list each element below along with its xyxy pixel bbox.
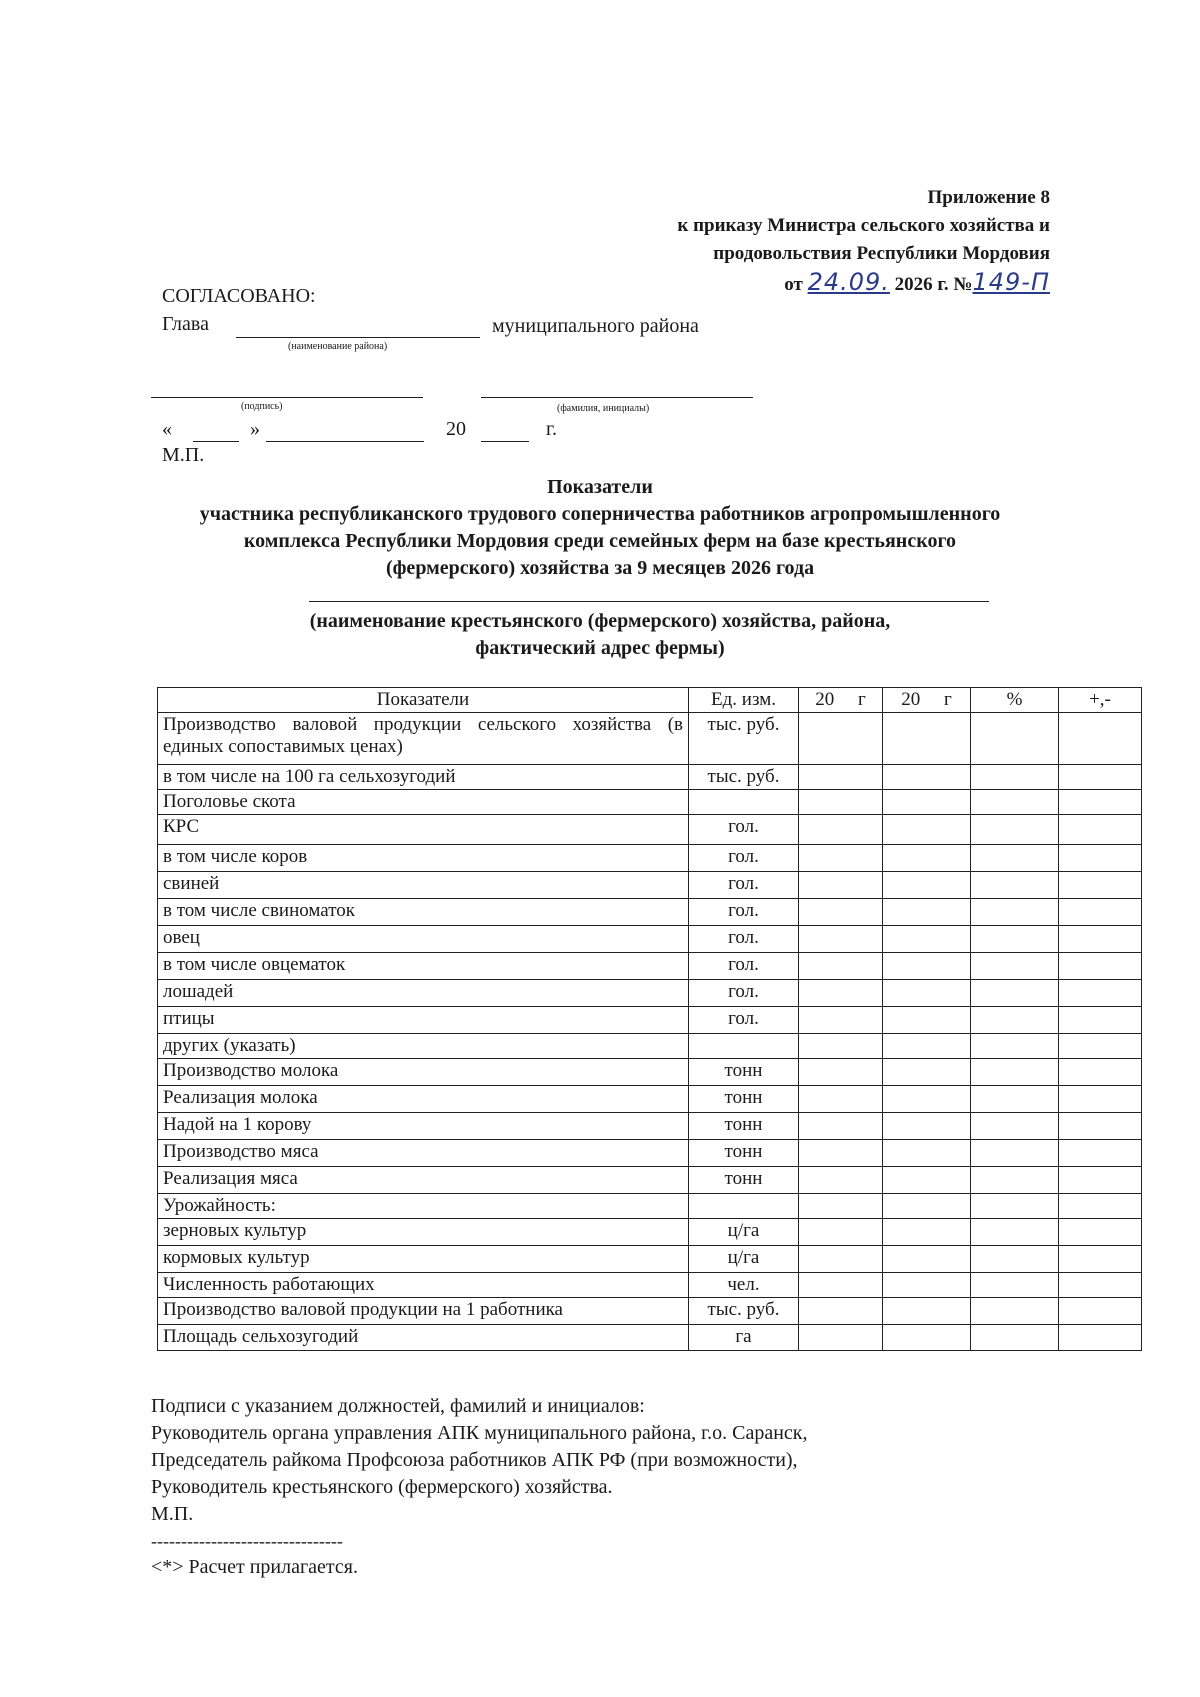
indicator-label: в том числе свиноматок <box>158 899 689 926</box>
year-prefix: 20 <box>446 418 466 440</box>
indicator-label: Площадь сельхозугодий <box>158 1325 689 1351</box>
table-row <box>158 845 1142 872</box>
signatures-intro: Подписи с указанием должностей, фамилий и инициалов: <box>151 1395 645 1417</box>
indicators-table <box>157 687 1142 1351</box>
farm-name-line[interactable] <box>309 601 989 602</box>
percent-cell[interactable] <box>971 1059 1059 1086</box>
unit-cell: тонн <box>689 1113 799 1140</box>
year-1-value-cell[interactable] <box>799 1298 883 1325</box>
year-2-value-cell[interactable] <box>883 1007 971 1034</box>
header-year-2-prefix: 20 <box>901 689 921 710</box>
title-line-2: комплекса Республики Мордовия среди семейных ферм на базе крестьянского <box>243 530 957 552</box>
signatures-block <box>151 1393 808 1581</box>
percent-cell[interactable] <box>971 1325 1059 1351</box>
year-2-value-cell[interactable] <box>883 872 971 899</box>
table-row <box>158 1273 1142 1298</box>
difference-cell[interactable] <box>1059 1298 1142 1325</box>
unit-cell: ц/га <box>689 1246 799 1273</box>
difference-cell[interactable] <box>1059 790 1142 815</box>
indicator-label: Урожайность: <box>158 1194 689 1219</box>
table-row <box>158 1167 1142 1194</box>
year-1-value-cell[interactable] <box>799 1140 883 1167</box>
year-2-value-cell[interactable] <box>883 1194 971 1219</box>
table-row <box>158 1086 1142 1113</box>
header-difference: +,- <box>1059 688 1142 713</box>
indicator-label: зерновых культур <box>158 1219 689 1246</box>
year-suffix: г. <box>546 418 557 440</box>
name-caption: (фамилия, инициалы) <box>557 403 650 414</box>
year-1-value-cell[interactable] <box>799 1325 883 1351</box>
title-heading: Показатели <box>547 476 653 498</box>
table-row <box>158 872 1142 899</box>
header-indicator: Показатели <box>158 688 689 713</box>
year-1-value-cell[interactable] <box>799 1086 883 1113</box>
table-row <box>158 1219 1142 1246</box>
table-row <box>158 899 1142 926</box>
table-row <box>158 765 1142 790</box>
indicator-label: Производство валовой продукции на 1 работника <box>158 1298 689 1325</box>
year-2-value-cell[interactable] <box>883 845 971 872</box>
percent-cell[interactable] <box>971 815 1059 845</box>
difference-cell[interactable] <box>1059 1325 1142 1351</box>
indicator-label: Производство мяса <box>158 1140 689 1167</box>
year-1-value-cell[interactable] <box>799 1034 883 1059</box>
percent-cell[interactable] <box>971 1298 1059 1325</box>
indicator-label: кормовых культур <box>158 1246 689 1273</box>
table-row <box>158 1007 1142 1034</box>
table-row <box>158 1140 1142 1167</box>
percent-cell[interactable] <box>971 1246 1059 1273</box>
unit-cell: гол. <box>689 815 799 845</box>
unit-cell: ц/га <box>689 1219 799 1246</box>
difference-cell[interactable] <box>1059 815 1142 845</box>
percent-cell[interactable] <box>971 845 1059 872</box>
unit-cell: тонн <box>689 1140 799 1167</box>
header-unit: Ед. изм. <box>689 688 799 713</box>
year-2-value-cell[interactable] <box>883 1246 971 1273</box>
indicator-label: овец <box>158 926 689 953</box>
unit-cell: тыс. руб. <box>689 765 799 790</box>
percent-cell[interactable] <box>971 926 1059 953</box>
year-2-value-cell[interactable] <box>883 1059 971 1086</box>
footnote-separator: -------------------------------- <box>151 1531 343 1551</box>
percent-cell[interactable] <box>971 872 1059 899</box>
district-suffix: муниципального района <box>492 315 699 337</box>
difference-cell[interactable] <box>1059 1140 1142 1167</box>
signature-apk-head: Руководитель органа управления АПК муниципального района, г.о. Саранск, <box>151 1422 808 1444</box>
indicator-label: в том числе овцематок <box>158 953 689 980</box>
difference-cell[interactable] <box>1059 872 1142 899</box>
year-2-value-cell[interactable] <box>883 1219 971 1246</box>
year-1-value-cell[interactable] <box>799 926 883 953</box>
year-1-value-cell[interactable] <box>799 899 883 926</box>
table-row <box>158 1034 1142 1059</box>
indicator-label: Производство молока <box>158 1059 689 1086</box>
indicator-label: Реализация мяса <box>158 1167 689 1194</box>
stamp-label: М.П. <box>162 444 205 466</box>
percent-cell[interactable] <box>971 1219 1059 1246</box>
year-2-value-cell[interactable] <box>883 765 971 790</box>
title-line-1: участника республиканского трудового соперничества работников агропромышленного <box>199 503 1001 525</box>
table-row <box>158 953 1142 980</box>
year-1-value-cell[interactable] <box>799 845 883 872</box>
year-2-value-cell[interactable] <box>883 1325 971 1351</box>
year-2-value-cell[interactable] <box>883 953 971 980</box>
order-line: к приказу Министра сельского хозяйства и <box>677 215 1050 236</box>
signature-line[interactable] <box>151 397 423 398</box>
percent-cell[interactable] <box>971 899 1059 926</box>
difference-cell[interactable] <box>1059 1034 1142 1059</box>
percent-cell[interactable] <box>971 765 1059 790</box>
difference-cell[interactable] <box>1059 765 1142 790</box>
difference-cell[interactable] <box>1059 980 1142 1007</box>
table-row <box>158 1059 1142 1086</box>
difference-cell[interactable] <box>1059 926 1142 953</box>
difference-cell[interactable] <box>1059 1059 1142 1086</box>
percent-cell[interactable] <box>971 953 1059 980</box>
year-2-value-cell[interactable] <box>883 1034 971 1059</box>
indicator-label: в том числе на 100 га сельхозугодий <box>158 765 689 790</box>
indicator-label: Численность работающих <box>158 1273 689 1298</box>
difference-cell[interactable] <box>1059 1273 1142 1298</box>
unit-cell <box>689 1194 799 1219</box>
indicator-label: в том числе коров <box>158 845 689 872</box>
year-1-value-cell[interactable] <box>799 1246 883 1273</box>
unit-cell: гол. <box>689 899 799 926</box>
unit-cell <box>689 790 799 815</box>
year-2-value-cell[interactable] <box>883 899 971 926</box>
unit-cell: тонн <box>689 1167 799 1194</box>
year-2-value-cell[interactable] <box>883 1298 971 1325</box>
table-row <box>158 980 1142 1007</box>
name-line[interactable] <box>481 397 753 398</box>
unit-cell: тонн <box>689 1059 799 1086</box>
table-row <box>158 926 1142 953</box>
unit-cell: гол. <box>689 980 799 1007</box>
percent-cell[interactable] <box>971 1034 1059 1059</box>
farm-caption <box>0 608 1200 662</box>
signature-caption: (подпись) <box>241 401 283 412</box>
head-label: Глава <box>162 313 209 335</box>
date-quote-open: « <box>162 418 172 440</box>
percent-cell[interactable] <box>971 713 1059 765</box>
district-name-line[interactable] <box>236 337 480 338</box>
year-1-value-cell[interactable] <box>799 872 883 899</box>
month-line[interactable] <box>266 441 424 442</box>
indicator-label: свиней <box>158 872 689 899</box>
footnote: <*> Расчет прилагается. <box>151 1556 358 1578</box>
year-1-value-cell[interactable] <box>799 1007 883 1034</box>
year-2-value-cell[interactable] <box>883 1273 971 1298</box>
percent-cell[interactable] <box>971 1194 1059 1219</box>
title-line-3: (фермерского) хозяйства за 9 месяцев 2026 года <box>385 557 815 579</box>
difference-cell[interactable] <box>1059 1219 1142 1246</box>
percent-cell[interactable] <box>971 980 1059 1007</box>
order-date-line <box>677 268 1050 299</box>
unit-cell: тыс. руб. <box>689 1298 799 1325</box>
header-year-1 <box>799 688 883 713</box>
difference-cell[interactable] <box>1059 1007 1142 1034</box>
indicator-label: Поголовье скота <box>158 790 689 815</box>
year-1-value-cell[interactable] <box>799 790 883 815</box>
year-2-value-cell[interactable] <box>883 1086 971 1113</box>
year-1-value-cell[interactable] <box>799 1167 883 1194</box>
table-row <box>158 1113 1142 1140</box>
date-quote-close: » <box>250 418 260 440</box>
year-2-value-cell[interactable] <box>883 815 971 845</box>
difference-cell[interactable] <box>1059 845 1142 872</box>
difference-cell[interactable] <box>1059 1113 1142 1140</box>
year-2-value-cell[interactable] <box>883 1140 971 1167</box>
unit-cell: гол. <box>689 872 799 899</box>
difference-cell[interactable] <box>1059 1086 1142 1113</box>
farm-caption-line-1: (наименование крестьянского (фермерского) хозяйства, района, <box>309 610 891 632</box>
year-1-value-cell[interactable] <box>799 713 883 765</box>
year-2-value-cell[interactable] <box>883 1167 971 1194</box>
year-line[interactable] <box>481 441 529 442</box>
difference-cell[interactable] <box>1059 1246 1142 1273</box>
year-number-text: 2026 г. № <box>894 274 973 295</box>
document-title <box>0 474 1200 582</box>
year-2-value-cell[interactable] <box>883 790 971 815</box>
farm-caption-line-2: фактический адрес фермы) <box>475 637 725 659</box>
header-year-2-suffix: г <box>943 689 952 710</box>
year-1-value-cell[interactable] <box>799 1194 883 1219</box>
footer-stamp-label: М.П. <box>151 1503 194 1525</box>
difference-cell[interactable] <box>1059 899 1142 926</box>
year-1-value-cell[interactable] <box>799 765 883 790</box>
unit-cell: гол. <box>689 845 799 872</box>
table-row <box>158 1298 1142 1325</box>
signature-union-chair: Председатель райкома Профсоюза работников АПК РФ (при возможности), <box>151 1449 798 1471</box>
annex-label: Приложение 8 <box>927 187 1050 208</box>
table-header-row <box>158 688 1142 713</box>
unit-cell: гол. <box>689 1007 799 1034</box>
table-row <box>158 1325 1142 1351</box>
indicator-label: птицы <box>158 1007 689 1034</box>
year-1-value-cell[interactable] <box>799 1273 883 1298</box>
indicator-label: КРС <box>158 815 689 845</box>
agreed-label: СОГЛАСОВАНО: <box>162 285 316 307</box>
ministry-line: продовольствия Республики Мордовия <box>713 243 1050 264</box>
unit-cell <box>689 1034 799 1059</box>
day-line[interactable] <box>193 441 239 442</box>
table-row <box>158 1194 1142 1219</box>
table-row <box>158 1246 1142 1273</box>
year-2-value-cell[interactable] <box>883 980 971 1007</box>
header-percent: % <box>971 688 1059 713</box>
table-row <box>158 713 1142 765</box>
year-1-value-cell[interactable] <box>799 1219 883 1246</box>
difference-cell[interactable] <box>1059 713 1142 765</box>
handwritten-number: 149-П <box>972 268 1050 296</box>
percent-cell[interactable] <box>971 1273 1059 1298</box>
unit-cell: гол. <box>689 953 799 980</box>
unit-cell: тонн <box>689 1086 799 1113</box>
date-prefix: от <box>784 274 803 295</box>
header-year-1-suffix: г <box>857 689 866 710</box>
district-caption: (наименование района) <box>288 341 388 352</box>
handwritten-date: 24.09. <box>807 268 890 296</box>
header-year-2 <box>883 688 971 713</box>
unit-cell: гол. <box>689 926 799 953</box>
indicator-label: Реализация молока <box>158 1086 689 1113</box>
year-2-value-cell[interactable] <box>883 926 971 953</box>
percent-cell[interactable] <box>971 790 1059 815</box>
percent-cell[interactable] <box>971 1086 1059 1113</box>
year-1-value-cell[interactable] <box>799 1059 883 1086</box>
indicator-label: Надой на 1 корову <box>158 1113 689 1140</box>
indicator-label: Производство валовой продукции сельского хозяйства (в единых сопоставимых ценах) <box>158 713 689 765</box>
percent-cell[interactable] <box>971 1140 1059 1167</box>
year-2-value-cell[interactable] <box>883 1113 971 1140</box>
unit-cell: тыс. руб. <box>689 713 799 765</box>
percent-cell[interactable] <box>971 1007 1059 1034</box>
percent-cell[interactable] <box>971 1167 1059 1194</box>
unit-cell: га <box>689 1325 799 1351</box>
signature-farm-head: Руководитель крестьянского (фермерского) хозяйства. <box>151 1476 613 1498</box>
percent-cell[interactable] <box>971 1113 1059 1140</box>
indicator-label: других (указать) <box>158 1034 689 1059</box>
year-1-value-cell[interactable] <box>799 953 883 980</box>
difference-cell[interactable] <box>1059 1194 1142 1219</box>
indicator-label: лошадей <box>158 980 689 1007</box>
unit-cell: чел. <box>689 1273 799 1298</box>
header-block <box>677 184 1050 299</box>
difference-cell[interactable] <box>1059 1167 1142 1194</box>
header-year-1-prefix: 20 <box>815 689 835 710</box>
table-row <box>158 815 1142 845</box>
year-2-value-cell[interactable] <box>883 713 971 765</box>
year-1-value-cell[interactable] <box>799 1113 883 1140</box>
table-row <box>158 790 1142 815</box>
year-1-value-cell[interactable] <box>799 815 883 845</box>
difference-cell[interactable] <box>1059 953 1142 980</box>
year-1-value-cell[interactable] <box>799 980 883 1007</box>
